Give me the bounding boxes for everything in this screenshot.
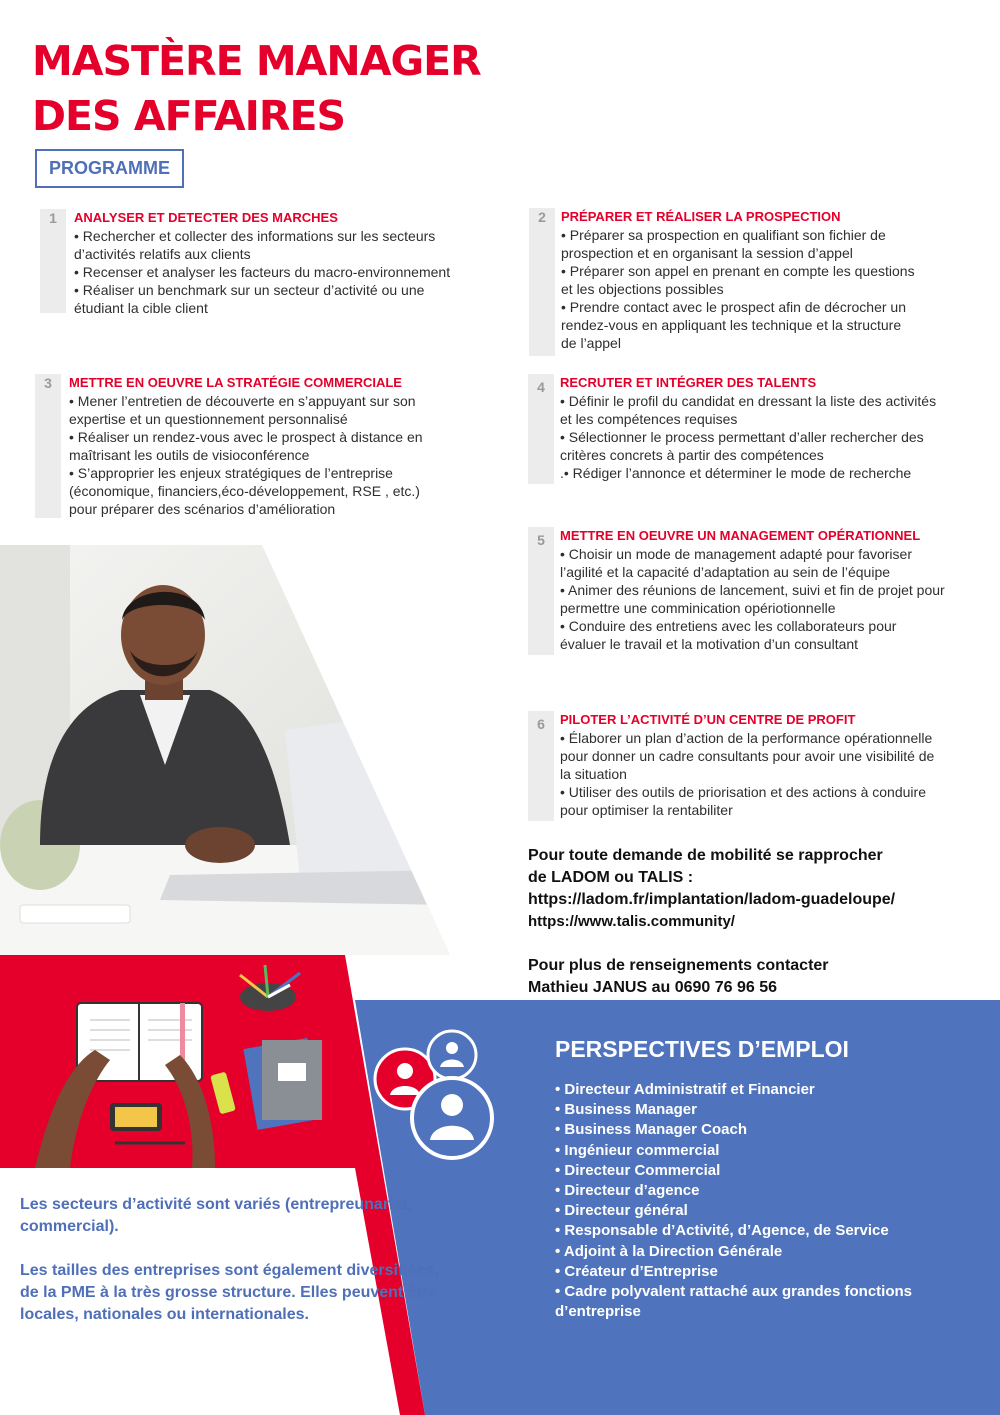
section-6 xyxy=(528,711,990,821)
section-heading: RECRUTER ET INTÉGRER DES TALENTS xyxy=(560,375,817,390)
secteurs-paragraph-2: Les tailles des entreprises sont également diversifiées, de la PME à la très grosse structure. Elles peuvent être locales, nationales ou internationales. xyxy=(20,1262,439,1323)
section-number: 4 xyxy=(537,379,545,395)
list-item: • Ingénieur commercial xyxy=(555,1141,720,1159)
section-heading: ANALYSER ET DETECTER DES MARCHES xyxy=(74,210,338,225)
talis-link[interactable]: https://www.talis.community/ xyxy=(528,913,735,930)
man-laptop-photo xyxy=(0,545,450,955)
section-body: • Élaborer un plan d’action de la performance opérationnelle pour donner un cadre consultants pour avoir une visibilité de la situation • Utiliser des outils de priorisation et des actions à conduire pour optimiser la rentabiliter xyxy=(560,730,935,818)
list-item: • Directeur Administratif et Financier xyxy=(555,1081,815,1098)
contact-phone: Mathieu JANUS au 0690 76 96 56 xyxy=(528,979,778,996)
section-4 xyxy=(528,374,990,484)
section-body: • Mener l’entretien de découverte en s’appuyant sur son expertise et un questionnement personnalisé • Réaliser un rendez-vous avec le prospect à distance en maîtrisant les outils de visioconférence • S’approprier les enjeux stratégiques de l’entreprise (économique, financiers,éco-développement, RSE , etc.) pour préparer des scénarios d’amélioration xyxy=(69,393,423,517)
section-number: 1 xyxy=(49,210,57,226)
section-number-bar xyxy=(529,208,555,356)
section-number: 6 xyxy=(537,716,545,732)
section-number: 2 xyxy=(538,209,546,225)
section-body: • Préparer sa prospection en qualifiant son fichier de prospection et en organisant la session d’appel • Préparer son appel en prenant en compte les questions et les objections possibles • Prendre contact avec le prospect afin de décrocher un rendez-vous en appliquant les technique et la structure de l’appel xyxy=(561,227,915,351)
secteurs-paragraph-1: Les secteurs d’activité sont variés (entrepreunariat, commercial). xyxy=(20,1196,413,1235)
ladom-link[interactable]: https://ladom.fr/implantation/ladom-guadeloupe/ xyxy=(528,891,896,908)
emploi-title: PERSPECTIVES D’EMPLOI xyxy=(555,1036,849,1062)
section-body: • Définir le profil du candidat en dressant la liste des activités et les compétences requises • Sélectionner le process permettant d’aller rechercher des critères concrets à partir des compétences .• Rédiger l’annonce et déterminer le mode de recherche xyxy=(560,393,937,481)
contact-line-3: Pour plus de renseignements contacter xyxy=(528,957,829,974)
section-1 xyxy=(40,209,510,316)
list-item: • Business Manager Coach xyxy=(555,1121,747,1139)
contact-line-1: Pour toute demande de mobilité se rapprocher xyxy=(528,847,883,864)
section-number: 5 xyxy=(537,532,545,548)
section-2 xyxy=(529,208,979,356)
section-heading: PILOTER L’ACTIVITÉ D’UN CENTRE DE PROFIT xyxy=(560,712,856,727)
list-item: • Cadre polyvalent rattaché aux grandes fonctions d’entreprise xyxy=(555,1283,913,1321)
list-item: • Responsable d’Activité, d’Agence, de Service xyxy=(555,1222,889,1240)
section-3 xyxy=(35,374,510,518)
list-item: • Business Manager xyxy=(555,1101,697,1119)
section-body: • Choisir un mode de management adapté pour favoriser l’agilité et la capacité d’adaptation au sein de l’équipe • Animer des réunions de lancement, suivi et fin de projet pour permettre une comminication opériotionnelle • Conduire des entretiens avec les collaborateurs pour évaluer le travail et la motivation d’un consultant xyxy=(560,546,945,652)
title-line-2: DES AFFAIRES xyxy=(32,92,345,140)
contact-line-2: de LADOM ou TALIS : xyxy=(528,869,694,886)
title-line-1: MASTÈRE MANAGER xyxy=(32,37,481,85)
programme-label: PROGRAMME xyxy=(35,149,184,188)
section-heading: METTRE EN OEUVRE UN MANAGEMENT OPÉRATIONNEL xyxy=(560,528,921,543)
section-body: • Rechercher et collecter des informations sur les secteurs d’activités relatifs aux clients • Recenser et analyser les facteurs du macro-environnement • Réaliser un benchmark sur un secteur d’activité ou une étudiant la cible client xyxy=(74,228,451,316)
list-item: • Directeur général xyxy=(555,1202,688,1220)
section-number-bar xyxy=(35,374,61,518)
section-heading: METTRE EN OEUVRE LA STRATÉGIE COMMERCIALE xyxy=(69,375,402,390)
page-title xyxy=(32,34,481,144)
section-5 xyxy=(528,527,990,655)
secteurs-text xyxy=(20,1194,450,1326)
list-item: • Créateur d’Entreprise xyxy=(555,1262,718,1280)
list-item: • Directeur d’agence xyxy=(555,1182,700,1200)
list-item: • Adjoint à la Direction Générale xyxy=(555,1242,783,1260)
section-number: 3 xyxy=(44,375,52,391)
emploi-list xyxy=(555,1080,985,1322)
section-heading: PRÉPARER ET RÉALISER LA PROSPECTION xyxy=(561,209,841,224)
list-item: • Directeur Commercial xyxy=(555,1161,721,1179)
